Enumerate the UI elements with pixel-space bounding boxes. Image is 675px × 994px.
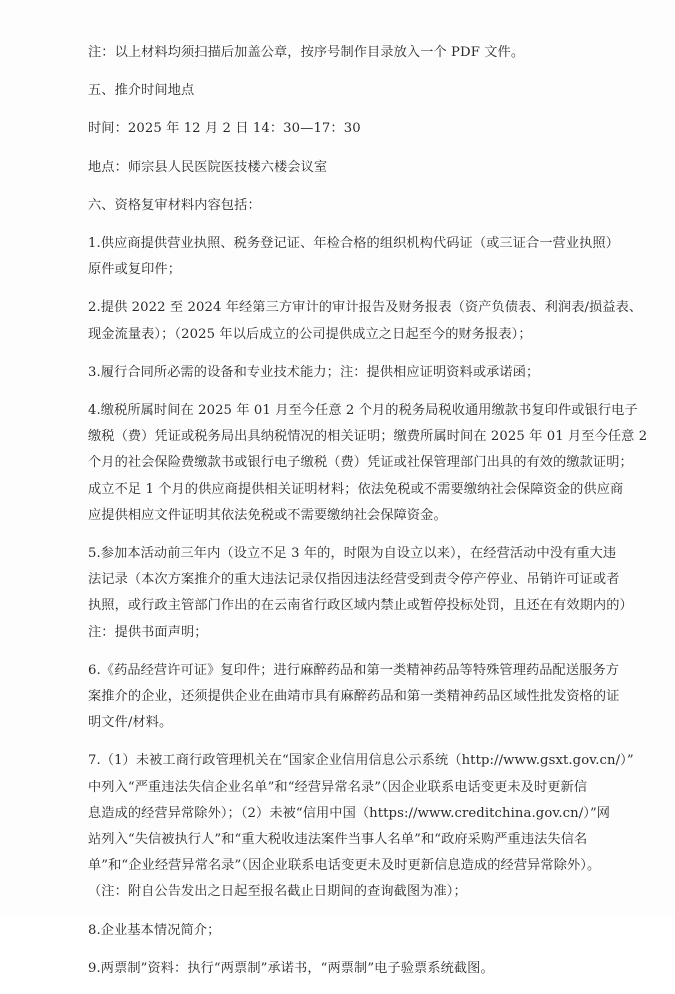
text-line: 执照，或行政主管部门作出的在云南省行政区域内禁止或暂停投标处罚，且还在有效期内的） <box>88 598 633 614</box>
note-scan-paragraph <box>88 40 648 66</box>
item-7-paragraph <box>88 748 648 905</box>
text-line: 明文件/材料。 <box>88 715 173 731</box>
item-9-paragraph <box>88 956 648 982</box>
text-line: （注：附自公告发出之日起至报名截止日期间的查询截图为准）； <box>88 884 467 900</box>
text-line: 7.（1）未被工商行政管理机关在“国家企业信用信息公示系统（http://www.gsxt.gov.cn/）” <box>88 753 634 769</box>
text-line: 个月的社会保险费缴款书或银行电子缴税（费）凭证或社保管理部门出具的有效的缴款证明； <box>88 455 633 471</box>
text-line: 时间：2025 年 12 月 2 日 14：30—17：30 <box>88 121 361 137</box>
text-line: 五、推介时间地点 <box>88 83 195 99</box>
text-line: 应提供相应文件证明其依法免税或不需要缴纳社会保障资金。 <box>88 507 447 523</box>
text-line: 成立不足 1 个月的供应商提供相关证明材料；依法免税或不需要缴纳社会保障资金的供应商 <box>88 481 624 497</box>
section-5-heading <box>88 78 648 104</box>
text-line: 法记录（本次方案推介的重大违法记录仅指因违法经营受到责令停产停业、吊销许可证或者 <box>88 572 620 588</box>
text-line: 六、资格复审材料内容包括： <box>88 197 261 213</box>
text-line: 注：以上材料均须扫描后加盖公章，按序号制作目录放入一个 PDF 文件。 <box>88 45 525 60</box>
text-line: 缴税（费）凭证或税务局出具纳税情况的相关证明；缴费所属时间在 2025 年 01 月至今任意 2 <box>88 429 648 445</box>
item-1-paragraph <box>88 231 648 283</box>
text-line: 5.参加本活动前三年内（设立不足 3 年的，时限为自设立以来），在经营活动中没有重大违 <box>88 546 617 562</box>
text-line: 1.供应商提供营业执照、税务登记证、年检合格的组织机构代码证（或三证合一营业执照） <box>88 236 619 252</box>
text-line: 6.《药品经营许可证》复印件；进行麻醉药品和第一类精神药品等特殊管理药品配送服务方 <box>88 662 619 678</box>
item-2-paragraph <box>88 295 648 347</box>
text-line: 3.履行合同所必需的设备和专业技术能力；注：提供相应证明资料或承诺函； <box>88 364 540 380</box>
text-line: 4.缴税所属时间在 2025 年 01 月至今任意 2 个月的税务局税收通用缴款书复印件或银行电子 <box>88 403 638 419</box>
location-paragraph <box>88 155 648 181</box>
text-line: 注：提供书面声明； <box>88 624 208 640</box>
text-line: 案推介的企业，还须提供企业在曲靖市具有麻醉药品和第一类精神药品区域性批发资格的证 <box>88 689 620 705</box>
item-5-paragraph <box>88 541 648 646</box>
document-body <box>88 40 648 994</box>
text-line: 2.提供 2022 至 2024 年经第三方审计的审计报告及财务报表（资产负债表、利润表/损益表、 <box>88 300 643 316</box>
section-6-heading <box>88 193 648 219</box>
text-line: 地点：师宗县人民医院医技楼六楼会议室 <box>88 159 328 175</box>
text-line: 息造成的经营异常除外）；（2）未被“信用中国（https://www.creditchina.gov.cn/）”网 <box>88 805 611 821</box>
text-line: 原件或复印件； <box>88 262 182 278</box>
item-6-paragraph <box>88 658 648 737</box>
item-4-paragraph <box>88 398 648 529</box>
text-line: 现金流量表）；（2025 年以后成立的公司提供成立之日起至今的财务报表）； <box>88 326 532 342</box>
text-line: 站列入“失信被执行人”和“重大税收违法案件当事人名单”和“政府采购严重违法失信名 <box>88 832 588 848</box>
text-line: 8.企业基本情况简介； <box>88 922 221 938</box>
time-paragraph <box>88 116 648 142</box>
text-line: 单”和“企业经营异常名录”（因企业联系电话变更未及时更新信息造成的经营异常除外）。 <box>88 858 601 874</box>
text-line: 9.两票制”资料：执行“两票制”承诺书，“两票制”电子验票系统截图。 <box>88 960 494 976</box>
item-3-paragraph <box>88 360 648 386</box>
item-8-paragraph <box>88 918 648 944</box>
text-line: 中列入“严重违法失信企业名单”和“经营异常名录”（因企业联系电话变更未及时更新信 <box>88 779 588 795</box>
